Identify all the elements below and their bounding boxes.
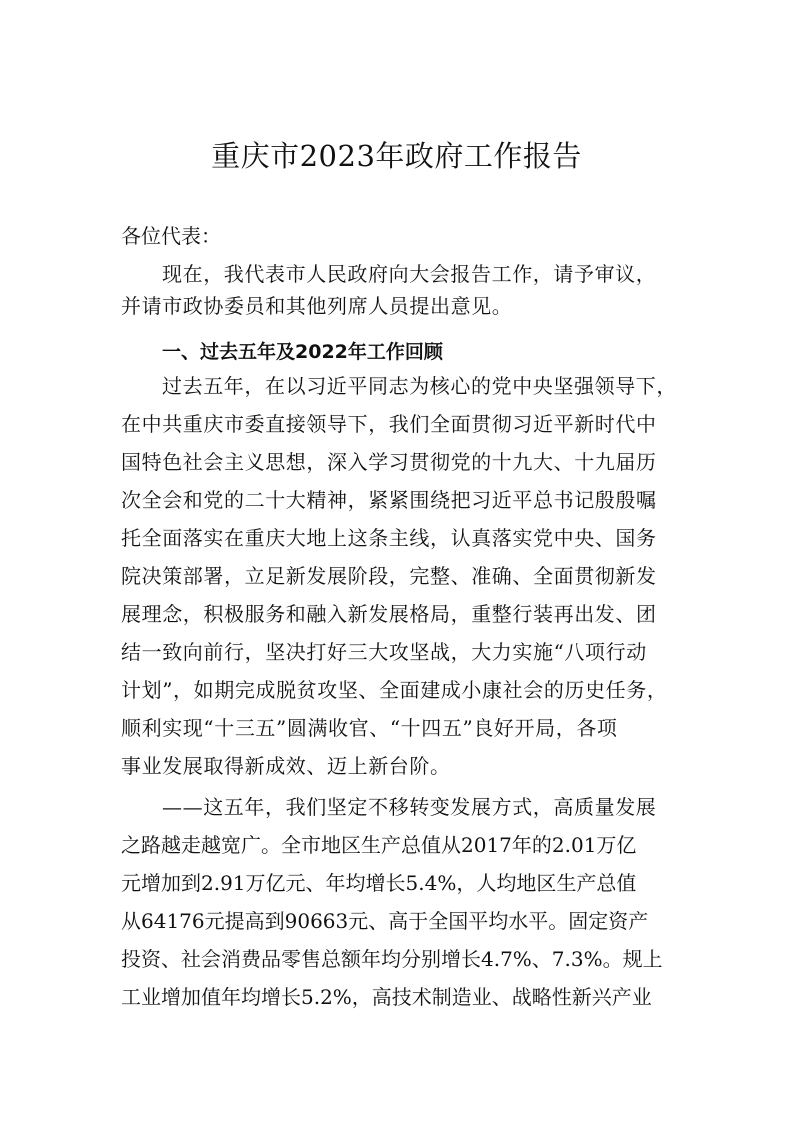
paragraph-line: 国特色社会主义思想，深入学习贯彻党的十九大、十九届历 <box>121 450 657 474</box>
paragraph-line: 托全面落实在重庆大地上这条主线，认真落实党中央、国务 <box>121 526 657 550</box>
paragraph-line: 投资、社会消费品零售总额年均分别增长4.7%、7.3%。规上 <box>121 947 663 971</box>
paragraph-line: 事业发展取得新成效、迈上新台阶。 <box>121 754 451 778</box>
paragraph-line: 工业增加值年均增长5.2%，高技术制造业、战略性新兴产业 <box>121 985 652 1009</box>
paragraph-line: 元增加到2.91万亿元、年均增长5.4%，人均地区生产总值 <box>121 871 637 895</box>
paragraph-line: 在中共重庆市委直接领导下，我们全面贯彻习近平新时代中 <box>121 412 657 436</box>
section-heading: 一、过去五年及2022年工作回顾 <box>162 341 443 363</box>
document-title: 重庆市2023年政府工作报告 <box>211 139 582 173</box>
paragraph-line: 过去五年，在以习近平同志为核心的党中央坚强领导下， <box>162 374 677 398</box>
paragraph-line: 之路越走越宽广。全市地区生产总值从2017年的2.01万亿 <box>121 833 637 857</box>
paragraph-line: ——这五年，我们坚定不移转变发展方式，高质量发展 <box>162 795 657 819</box>
paragraph-line: 院决策部署，立足新发展阶段，完整、准确、全面贯彻新发 <box>121 564 657 588</box>
paragraph-line: 顺利实现“十三五”圆满收官、“十四五”良好开局，各项 <box>121 716 618 740</box>
salutation: 各位代表： <box>121 224 221 248</box>
intro-line: 现在，我代表市人民政府向大会报告工作，请予审议， <box>162 262 657 286</box>
paragraph-line: 结一致向前行，坚决打好三大攻坚战，大力实施“八项行动 <box>121 640 647 664</box>
paragraph-line: 次全会和党的二十大精神，紧紧围绕把习近平总书记殷殷嘱 <box>121 488 657 512</box>
paragraph-line: 计划”，如期完成脱贫攻坚、全面建成小康社会的历史任务， <box>121 678 668 702</box>
intro-line: 并请市政协委员和其他列席人员提出意见。 <box>121 294 513 318</box>
paragraph-line: 展理念，积极服务和融入新发展格局，重整行装再出发、团 <box>121 602 657 626</box>
paragraph-line: 从64176元提高到90663元、高于全国平均水平。固定资产 <box>121 909 649 933</box>
